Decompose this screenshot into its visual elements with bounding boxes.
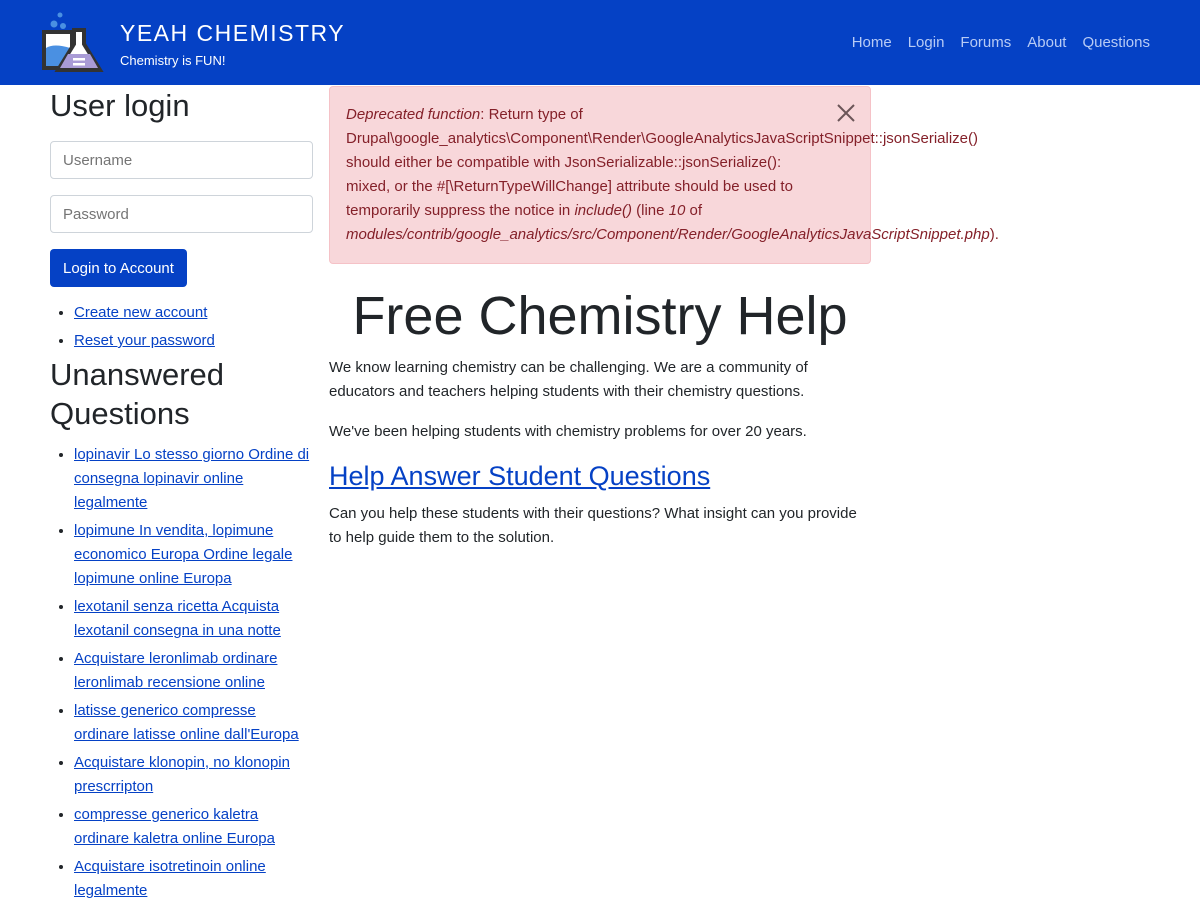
question-link[interactable]: lopimune In vendita, lopimune economico Europa Ordine legale lopimune online Europa bbox=[74, 522, 293, 587]
main-content bbox=[329, 86, 999, 550]
list-item bbox=[74, 647, 313, 695]
list-item bbox=[74, 329, 313, 353]
alert-function: include() bbox=[574, 202, 632, 219]
create-account-link[interactable]: Create new account bbox=[74, 304, 208, 321]
list-item bbox=[74, 595, 313, 643]
alert-text: mixed, or the #[\ReturnTypeWillChange] attribute should be used to bbox=[346, 178, 793, 195]
alert-text: temporarily suppress the notice in bbox=[346, 202, 575, 219]
question-link[interactable]: lopinavir Lo stesso giorno Ordine di consegna lopinavir online legalmente bbox=[74, 446, 310, 511]
question-link[interactable]: lexotanil senza ricetta Acquista lexotanil consegna in una notte bbox=[74, 598, 281, 639]
help-paragraph: Can you help these students with their questions? What insight can you provide to help guide them to the solution. bbox=[329, 505, 857, 546]
alert-type: Deprecated function bbox=[346, 106, 481, 123]
main-nav bbox=[852, 31, 1150, 55]
unanswered-list bbox=[50, 443, 313, 903]
alert-text: Drupal\google_analytics\Component\Render\GoogleAnalyticsJavaScriptSnippet::jsonSerialize() bbox=[346, 130, 979, 147]
question-link[interactable]: Acquistare isotretinoin online legalmente bbox=[74, 858, 266, 899]
intro-paragraph: We know learning chemistry can be challenging. We are a community of educators and teachers helping students with their chemistry questions. bbox=[329, 359, 808, 400]
nav-forums[interactable]: Forums bbox=[960, 34, 1012, 51]
reset-password-link[interactable]: Reset your password bbox=[74, 332, 215, 349]
list-item bbox=[74, 443, 313, 515]
nav-login[interactable]: Login bbox=[907, 34, 945, 51]
question-link[interactable]: compresse generico kaletra ordinare kaletra online Europa bbox=[74, 806, 275, 847]
question-link[interactable]: Acquistare klonopin, no klonopin prescrripton bbox=[74, 754, 290, 795]
history-paragraph: We've been helping students with chemistry problems for over 20 years. bbox=[329, 423, 807, 440]
alert-text: should either be compatible with JsonSerializable::jsonSerialize(): bbox=[346, 154, 782, 171]
alert-line: 10 bbox=[668, 202, 686, 219]
page-title: Free Chemistry Help bbox=[352, 286, 848, 346]
alert-text: of bbox=[685, 202, 703, 219]
nav-about[interactable]: About bbox=[1027, 34, 1067, 51]
help-answer-link[interactable]: Help Answer Student Questions bbox=[329, 461, 711, 491]
login-links bbox=[50, 301, 313, 353]
list-item bbox=[74, 699, 313, 747]
question-link[interactable]: latisse generico compresse ordinare latisse online dall'Europa bbox=[74, 702, 299, 743]
login-button[interactable]: Login to Account bbox=[50, 249, 187, 287]
password-input[interactable] bbox=[50, 195, 313, 233]
alert-text: (line bbox=[631, 202, 669, 219]
site-slogan: Chemistry is FUN! bbox=[120, 53, 226, 68]
deprecation-alert bbox=[329, 86, 999, 264]
nav-questions[interactable]: Questions bbox=[1082, 34, 1150, 51]
nav-home[interactable]: Home bbox=[851, 34, 892, 51]
flask-logo-icon[interactable] bbox=[40, 10, 106, 76]
alert-text: : Return type of bbox=[480, 106, 583, 123]
alert-file: modules/contrib/google_analytics/src/Component/Render/GoogleAnalyticsJavaScriptSnippet.php bbox=[346, 226, 990, 243]
username-input[interactable] bbox=[50, 141, 313, 179]
list-item bbox=[74, 803, 313, 851]
site-name[interactable]: YEAH CHEMISTRY bbox=[120, 20, 346, 46]
site-header bbox=[0, 0, 1200, 85]
list-item bbox=[74, 751, 313, 799]
list-item bbox=[74, 855, 313, 903]
login-title: User login bbox=[50, 88, 190, 123]
question-link[interactable]: Acquistare leronlimab ordinare leronlimab recensione online bbox=[74, 650, 278, 691]
sidebar bbox=[50, 86, 313, 907]
close-icon[interactable] bbox=[836, 103, 856, 123]
list-item bbox=[74, 519, 313, 591]
list-item bbox=[74, 301, 313, 325]
unanswered-title: Unanswered Questions bbox=[50, 357, 225, 431]
alert-text: ). bbox=[989, 226, 999, 243]
